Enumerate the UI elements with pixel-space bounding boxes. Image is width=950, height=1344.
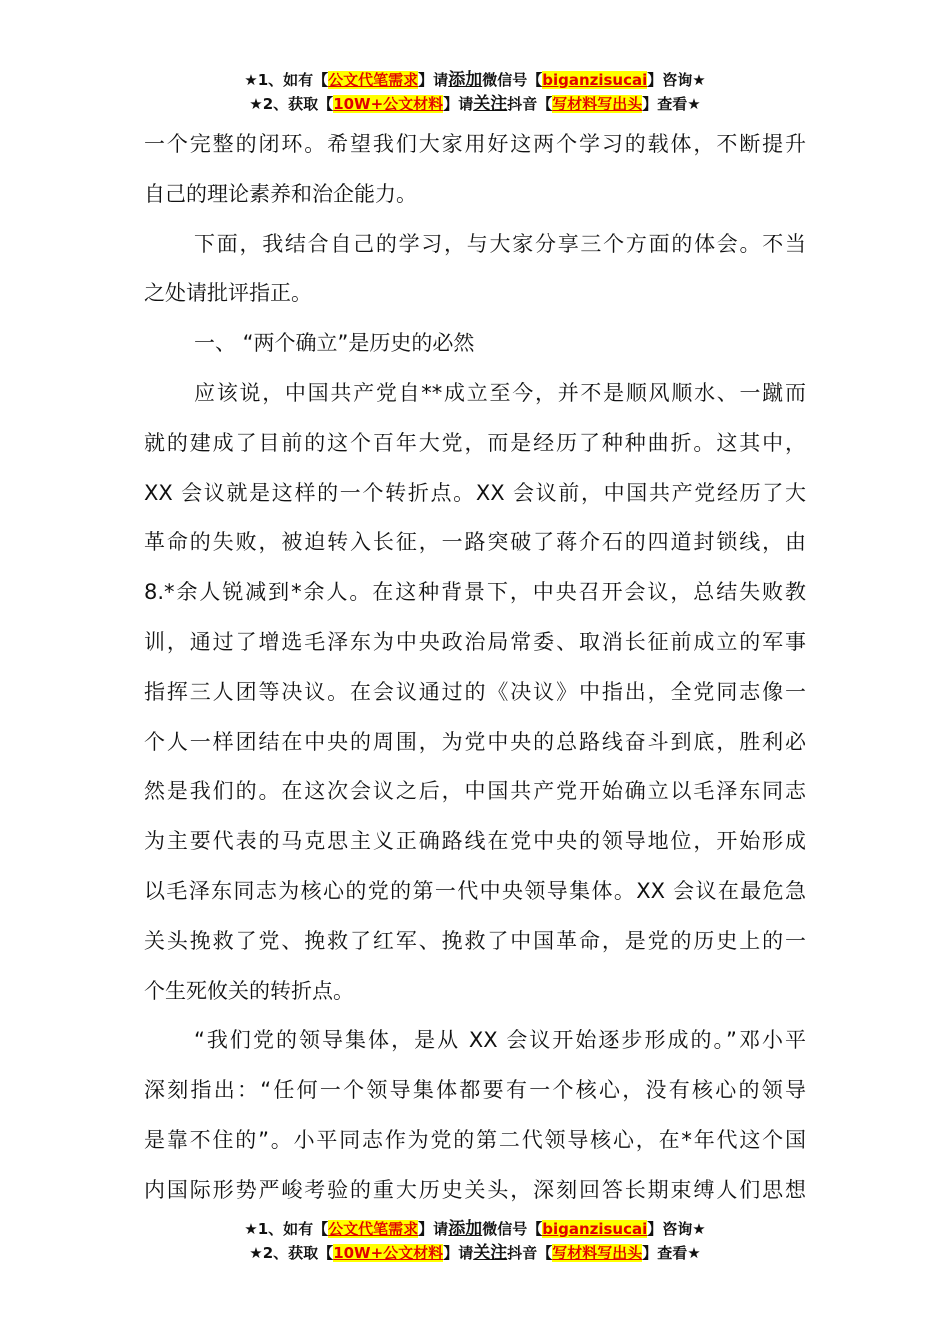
text: 】请 — [443, 1244, 474, 1262]
text-line: 一个完整的闭环。希望我们大家用好这两个学习的载体，不断提升 — [144, 132, 806, 156]
banner-line-2 — [0, 92, 950, 116]
highlight: 公文代笔需求 — [328, 1220, 419, 1238]
text: 抖音【 — [507, 1244, 553, 1262]
text: ★1、如有【 — [244, 71, 329, 89]
text-line: 应该说，中国共产党自**成立至今，并不是顺风顺水、一蹴而 — [194, 380, 806, 405]
banner-line-1 — [0, 1217, 950, 1241]
highlight: 公文代笔需求 — [328, 71, 419, 89]
text: 微信号【 — [482, 1220, 543, 1238]
text-line: 自己的理论素养和治企能力。 — [144, 181, 417, 206]
text: 】咨询★ — [647, 1220, 706, 1238]
highlight: 10W+公文材料 — [333, 1244, 444, 1262]
text: ★1、如有【 — [244, 1220, 329, 1238]
underlined-text: 添加 — [448, 1219, 483, 1239]
highlight: biganzisucai — [542, 71, 648, 89]
text-line: 训，通过了增选毛泽东为中央政治局常委、取消长征前成立的军事 — [144, 629, 806, 654]
text-line: 下面，我结合自己的学习，与大家分享三个方面的体会。不当 — [194, 231, 806, 256]
text-line: 个人一样团结在中央的周围，为党中央的总路线奋斗到底，胜利必 — [144, 729, 806, 754]
text: 】请 — [443, 95, 474, 113]
text-line: 深刻指出：“任何一个领导集体都要有一个核心，没有核心的领导 — [144, 1078, 806, 1103]
text: 微信号【 — [482, 71, 543, 89]
text: ★2、获取【 — [249, 1244, 334, 1262]
text-line: 为主要代表的马克思主义正确路线在党中央的领导地位，开始形成 — [144, 829, 806, 854]
text-line: 内国际形势严峻考验的重大历史关头，深刻回答长期束缚人们思想 — [144, 1177, 806, 1202]
highlight: 写材料写出头 — [552, 1244, 643, 1262]
underlined-text: 添加 — [448, 70, 483, 90]
text: 】咨询★ — [647, 71, 706, 89]
document-body — [144, 120, 806, 1216]
text-line: 革命的失败，被迫转入长征，一路突破了蒋介石的四道封锁线，由 — [144, 530, 806, 555]
text-line: 以毛泽东同志为核心的党的第一代中央领导集体。XX 会议在最危急 — [144, 878, 806, 903]
text: 】查看★ — [642, 95, 701, 113]
text-line: 指挥三人团等决议。在会议通过的《决议》中指出，全党同志像一 — [144, 679, 806, 704]
text-line: XX 会议就是这样的一个转折点。XX 会议前，中国共产党经历了大 — [144, 480, 806, 505]
text: 抖音【 — [507, 95, 553, 113]
text: 】请 — [418, 71, 449, 89]
text-line: “我们党的领导集体，是从 XX 会议开始逐步形成的。”邓小平 — [194, 1028, 806, 1053]
footer-banner — [0, 1217, 950, 1265]
underlined-text: 关注 — [473, 94, 508, 114]
highlight: biganzisucai — [542, 1220, 648, 1238]
banner-line-1 — [0, 68, 950, 92]
text-line: 然是我们的。在这次会议之后，中国共产党开始确立以毛泽东同志 — [144, 779, 806, 804]
underlined-text: 关注 — [473, 1243, 508, 1263]
text-line: 一、 “两个确立”是历史的必然 — [194, 331, 475, 356]
text-line: 之处请批评指正。 — [144, 281, 312, 306]
text-line: 8.*余人锐减到*余人。在这种背景下，中央召开会议，总结失败教 — [144, 580, 806, 605]
text-line: 是靠不住的”。小平同志作为党的第二代领导核心，在*年代这个国 — [144, 1127, 806, 1152]
highlight: 写材料写出头 — [552, 95, 643, 113]
text-line: 关头挽救了党、挽救了红军、挽救了中国革命，是党的历史上的一 — [144, 928, 806, 953]
text: 】查看★ — [642, 1244, 701, 1262]
text-line: 个生死攸关的转折点。 — [144, 978, 354, 1003]
header-banner — [0, 68, 950, 116]
text-line: 就的建成了目前的这个百年大党，而是经历了种种曲折。这其中， — [144, 430, 806, 455]
banner-line-2 — [0, 1241, 950, 1265]
highlight: 10W+公文材料 — [333, 95, 444, 113]
text: ★2、获取【 — [249, 95, 334, 113]
text: 】请 — [418, 1220, 449, 1238]
